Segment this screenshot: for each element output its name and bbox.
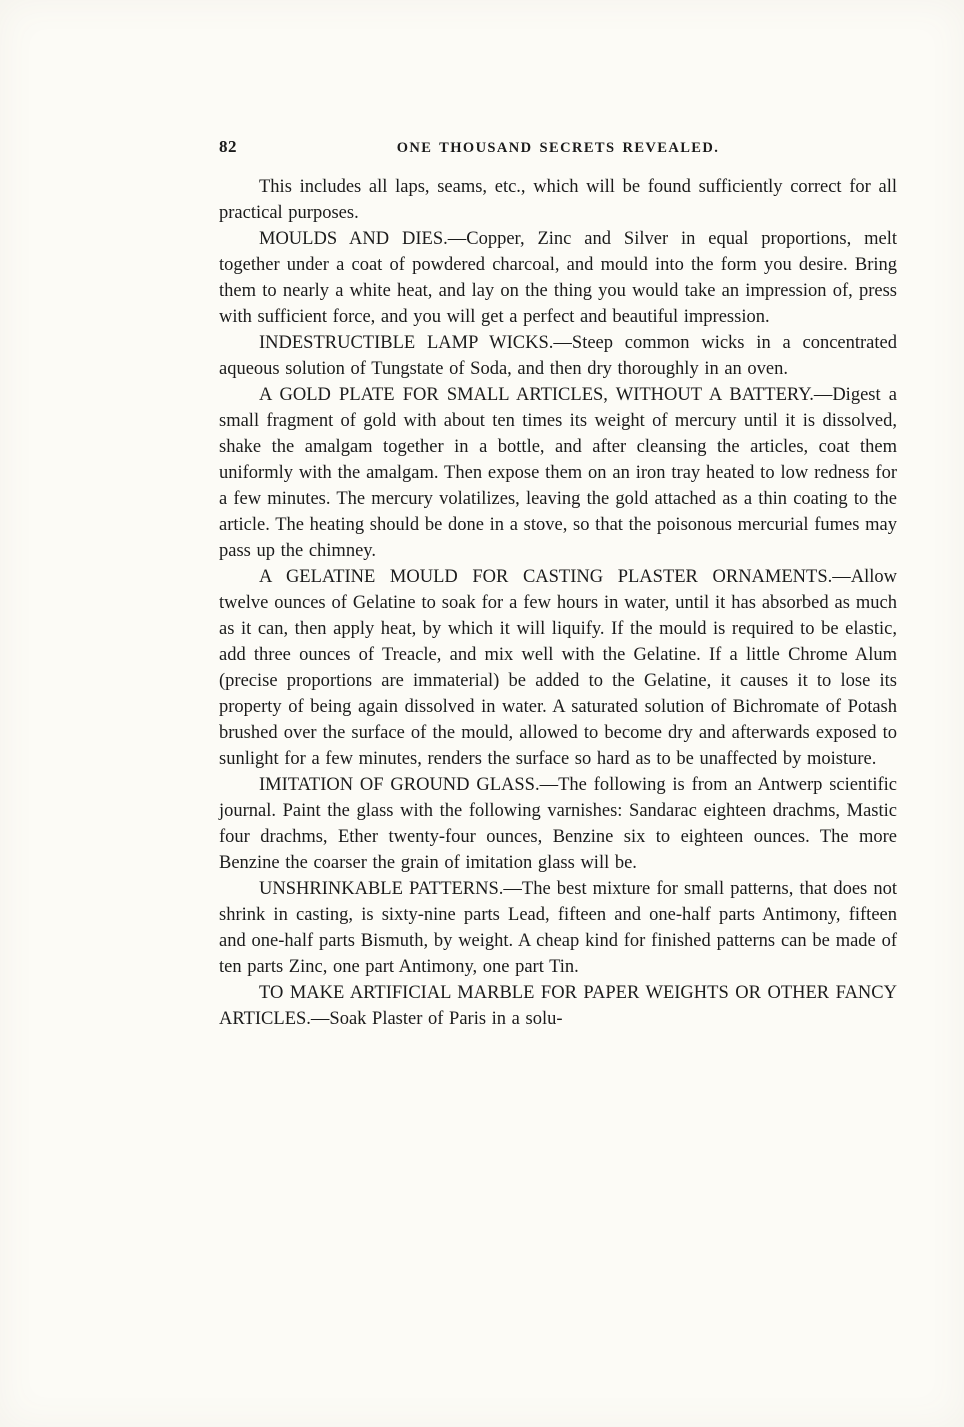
paragraph: This includes all laps, seams, etc., which will be found sufficiently correct for all practical purposes. bbox=[219, 177, 897, 223]
running-header bbox=[219, 136, 897, 162]
running-header-title: ONE THOUSAND SECRETS REVEALED. bbox=[396, 140, 720, 156]
paragraph: A GELATINE MOULD FOR CASTING PLASTER ORNAMENTS.—Allow twelve ounces of Gelatine to soak for a few hours in water, until it has absorbed as much as it can, then apply heat, by which it will liquify. If the mould is required to be elastic, add three ounces of Treacle, and mix well with the Gelatine. If a little Chrome Alum (precise proportions are immaterial) be added to the Gelatine, it causes it to lose its property of being again dissolved in water. A saturated solution of Bichromate of Potash brushed over the surface of the mould, allowed to become dry and afterwards exposed to sunlight for a few minutes, renders the surface so hard as to be unaffected by moisture. bbox=[219, 567, 897, 769]
paragraph: TO MAKE ARTIFICIAL MARBLE FOR PAPER WEIGHTS OR OTHER FANCY ARTICLES.—Soak Plaster of Paris in a solu- bbox=[219, 983, 897, 1029]
paragraph: A GOLD PLATE FOR SMALL ARTICLES, WITHOUT A BATTERY.—Digest a small fragment of gold with about ten times its weight of mercury until it is dissolved, shake the amalgam together in a bottle, and after cleansing the articles, coat them uniformly with the amalgam. Then expose them on an iron tray heated to low redness for a few minutes. The mercury volatilizes, leaving the gold attached as a thin coating to the article. The heating should be done in a stove, so that the poisonous mercurial fumes may pass up the chimney. bbox=[219, 385, 897, 561]
paragraph: UNSHRINKABLE PATTERNS.—The best mixture for small patterns, that does not shrink in casting, is sixty-nine parts Lead, fifteen and one-half parts Antimony, fifteen and one-half parts Bismuth, by weight. A cheap kind for finished patterns can be made of ten parts Zinc, one part Antimony, one part Tin. bbox=[219, 879, 897, 977]
paragraph: MOULDS AND DIES.—Copper, Zinc and Silver in equal proportions, melt together under a coat of powdered charcoal, and mould into the form you desire. Bring them to nearly a white heat, and lay on the thing you would take an impression of, press with sufficient force, and you will get a perfect and beautiful impression. bbox=[219, 229, 897, 327]
paragraph: IMITATION OF GROUND GLASS.—The following is from an Antwerp scientific journal. Paint the glass with the following varnishes: Sandarac eighteen drachms, Mastic four drachms, Ether twenty-four ounces, Benzine six to eighteen ounces. The more Benzine the coarser the grain of imitation glass will be. bbox=[219, 775, 897, 873]
paragraph: INDESTRUCTIBLE LAMP WICKS.—Steep common wicks in a concentrated aqueous solution of Tungstate of Soda, and then dry thoroughly in an oven. bbox=[219, 333, 897, 379]
page-number: 82 bbox=[219, 137, 237, 156]
body-text bbox=[219, 174, 897, 1032]
text-block bbox=[219, 136, 897, 1032]
